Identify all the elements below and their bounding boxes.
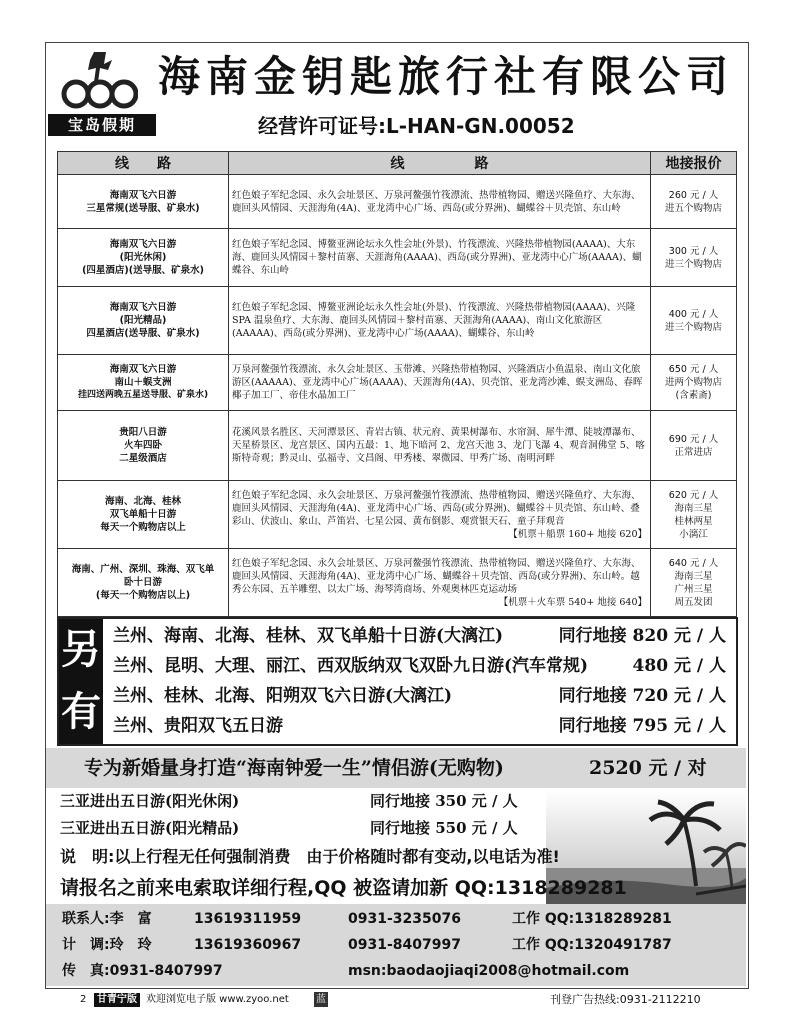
route-name	[58, 175, 229, 229]
table-row	[58, 481, 737, 549]
price-line: 进三个购物店	[664, 258, 722, 270]
route-name-line: (阳光精品)	[119, 315, 167, 326]
route-detail-text: 红色娘子军纪念园、永久会址景区、万泉河鳌强竹筏漂流、热带植物园、赠送兴隆鱼疗、大东海、鹿回头风情园、天涯海角(4A)、亚龙湾中心广场、蝴蝶谷＋贝壳馆、西岛(或分界洲)、东山岭。越秀公东园、五羊雕塑、以太广场、海琴湾商场、外观奥林匹克运动场	[232, 557, 641, 595]
table-row	[58, 549, 737, 617]
license-value: L-HAN-GN.00052	[386, 114, 575, 138]
contact-person: 计 调:玲 玲	[62, 937, 152, 953]
contact-tel: 0931-3235076	[348, 911, 461, 927]
contact-mobile: 13619311959	[194, 911, 302, 927]
price-line: 进三个购物店	[664, 321, 722, 333]
extra-route: 兰州、桂林、北海、阳朔双飞六日游(大漓江)	[113, 686, 453, 706]
price-line: 进五个购物店	[664, 202, 722, 214]
route-name	[58, 411, 229, 481]
route-name	[58, 355, 229, 411]
route-name-line: 每天一个购物店以上	[100, 522, 186, 533]
extra-label	[59, 619, 103, 744]
extra-routes-box	[57, 617, 738, 746]
honeymoon-banner	[46, 748, 746, 788]
table-row	[58, 355, 737, 411]
note-label: 说 明:	[60, 847, 115, 866]
extra-price: 同行地接 720 元 / 人	[558, 686, 726, 706]
cta-text: 请报名之前来电索取详细行程,QQ 被盗请加新 QQ:1318289281	[60, 877, 627, 899]
table-header	[58, 152, 737, 175]
route-price	[651, 229, 737, 287]
route-name-line: 海南双飞六日游	[109, 239, 177, 250]
price-line: 正常进店	[674, 446, 713, 458]
route-price	[651, 549, 737, 617]
route-name-line: 双飞单船十日游	[109, 509, 177, 520]
route-name	[58, 287, 229, 355]
price-line: 海南三星	[674, 502, 713, 514]
route-detail: 红色娘子军纪念园、永久会址景区、万泉河鳌强竹筏漂流、热带植物园、赠送兴隆鱼疗、大东海、鹿回头风情园、天涯海角(4A)、亚龙湾中心广场、西岛(或分界洲)、蝴蝶谷＋贝壳馆、东山岭	[229, 175, 651, 229]
extra-price: 480 元 / 人	[632, 656, 726, 676]
company-name: 海南金钥匙旅行社有限公司	[158, 52, 735, 101]
route-name	[58, 481, 229, 549]
contact-msn: msn:baodaojiaqi2008@hotmail.com	[348, 963, 630, 979]
page-number: 2	[80, 994, 87, 1005]
route-detail: 红色娘子军纪念园、博鳌亚洲论坛永久性会址(外景)、竹筏漂流、兴隆热带植物园(AAAA)、大东海、鹿回头风情园＋黎村苗寨、天涯海角(AAAA)、西岛(或分界洲)、亚龙湾中心广场(AAAA)、蝴蝶谷、东山岭	[229, 229, 651, 287]
extra-label-char: 另	[61, 627, 101, 673]
license-number	[258, 112, 575, 140]
route-name-line: 挂四送两晚五星送导服、矿泉水)	[77, 390, 209, 400]
route-price	[651, 175, 737, 229]
price-line: 周五发团	[674, 596, 713, 608]
route-name-line: 海南、广州、深圳、珠海、双飞单	[71, 564, 215, 575]
route-name-line: 火车四卧	[123, 440, 162, 451]
price-line: 400 元 / 人	[668, 308, 719, 320]
table-row	[58, 411, 737, 481]
price-line: (含素斋)	[675, 390, 712, 401]
contact-mobile: 13619360967	[194, 937, 302, 953]
header-route-name: 线 路	[58, 152, 229, 175]
license-label: 经营许可证号:	[258, 114, 386, 138]
price-line: 海南三星	[674, 570, 713, 582]
ad-hotline: 刊登广告热线:0931-2112210	[550, 993, 701, 1006]
contact-qq: 工作 QQ:1318289281	[512, 911, 672, 927]
route-name-line: 三星常规(送导服、矿泉水)	[86, 202, 200, 214]
extra-label-char: 有	[61, 689, 101, 735]
sanya-route: 三亚进出五日游(阳光精品)	[60, 819, 240, 837]
route-name-line: (每天一个购物店以上)	[95, 590, 191, 601]
page-footer	[80, 989, 750, 1011]
route-name-line: 海南、北海、桂林	[104, 496, 181, 507]
route-price	[651, 411, 737, 481]
route-name-line: 贵阳八日游	[119, 427, 167, 438]
route-detail: 花溪风景名胜区、天河潭景区、青岩古镇、状元府、黄果树瀑布、水帘洞、犀牛潭、陡坡潭瀑布、天星桥景区、龙宫景区、国内五最：1、地下暗河 2、龙宫天池 3、龙门飞瀑 4、观音洞佛堂 5、喀斯特奇观；黔灵山、弘福寺、文昌阁、甲秀楼、翠微园、甲秀广场、南明河畔	[229, 411, 651, 481]
route-detail: 红色娘子军纪念园、博鳌亚洲论坛永久性会址(外景)、竹筏漂流、兴隆热带植物园(AAAA)、兴隆 SPA 温泉鱼疗、大东海、鹿回头风情园＋黎村苗寨、天涯海角(AAAA)、南山文化旅游区(AAAAA)、西岛(或分界洲)、亚龙湾中心广场(AAAA)、蝴蝶谷、东山岭	[229, 287, 651, 355]
extra-price: 同行地接 795 元 / 人	[558, 716, 726, 736]
route-name	[58, 549, 229, 617]
price-line: 620 元 / 人	[668, 489, 719, 501]
route-name-line: 卧十日游	[123, 577, 162, 588]
price-line: 650 元 / 人	[668, 364, 719, 375]
route-name-line: 二星级酒店	[119, 453, 167, 464]
table-row	[58, 175, 737, 229]
route-detail: 万泉河鳌强竹筏漂流、永久会址景区、玉带滩、兴隆热带植物园、兴隆酒店小鱼温泉、南山文化旅游区(AAAAA)、亚龙湾中心广场(AAAA)、天涯海角(4A)、贝壳馆、亚龙湾沙滩、蜈支洲岛、春晖椰子加工厂、帝佳水晶加工厂	[229, 355, 651, 411]
route-note: 【机票＋火车票 540+ 地接 640】	[498, 596, 647, 608]
route-price	[651, 481, 737, 549]
route-table	[57, 151, 737, 617]
route-detail	[229, 549, 651, 617]
price-line: 广州三星	[674, 583, 713, 595]
table-row	[58, 229, 737, 287]
route-price	[651, 287, 737, 355]
extra-route: 兰州、昆明、大理、丽江、西双版纳双飞双卧九日游(汽车常规)	[113, 656, 589, 676]
contact-person: 联系人:李 富	[62, 911, 152, 927]
price-line: 进两个购物店	[664, 377, 722, 388]
extra-route: 兰州、海南、北海、桂林、双飞单船十日游(大漓江)	[113, 626, 504, 646]
note	[60, 845, 560, 869]
banner-price: 2520 元 / 对	[589, 757, 707, 779]
route-detail	[229, 481, 651, 549]
price-line: 260 元 / 人	[668, 189, 719, 201]
contact-panel	[46, 904, 746, 986]
edition-badge: 甘青宁版	[94, 993, 140, 1007]
table-row	[58, 287, 737, 355]
price-line: 300 元 / 人	[668, 245, 719, 257]
contact-tel: 0931-8407997	[348, 937, 461, 953]
route-name-line: 海南双飞六日游	[109, 364, 177, 375]
sanya-price: 同行地接 550 元 / 人	[370, 819, 518, 837]
route-note: 【机票＋船票 160+ 地接 620】	[508, 528, 647, 540]
contact-fax: 传 真:0931-8407997	[62, 963, 223, 979]
brand-tag: 宝岛假期	[48, 114, 156, 136]
note-text: 以上行程无任何强制消费 由于价格随时都有变动,以电话为准!	[114, 847, 560, 866]
route-price	[651, 355, 737, 411]
route-name-line: (阳光休闲)	[119, 252, 167, 263]
header-route-detail: 线 路	[229, 152, 651, 175]
company-logo	[60, 46, 138, 114]
sanya-price: 同行地接 350 元 / 人	[370, 792, 518, 810]
extra-route: 兰州、贵阳双飞五日游	[113, 716, 283, 736]
welcome-text: 欢迎浏览电子版 www.zyoo.net	[146, 994, 289, 1005]
contact-qq: 工作 QQ:1320491787	[512, 937, 672, 953]
price-line: 690 元 / 人	[668, 433, 719, 445]
route-name-line: 南山＋蜈支洲	[114, 377, 172, 388]
price-line: 桂林两星	[674, 515, 713, 527]
route-name-line: (四星酒店)(送导服、矿泉水)	[82, 265, 204, 276]
price-line: 小漓江	[679, 528, 708, 540]
color-mark: 蓝	[316, 994, 326, 1005]
route-name	[58, 229, 229, 287]
header-price: 地接报价	[651, 152, 737, 175]
route-name-line: 海南双飞六日游	[109, 302, 177, 313]
price-line: 640 元 / 人	[668, 557, 719, 569]
route-detail-text: 红色娘子军纪念园、永久会址景区、万泉河鳌强竹筏漂流、热带植物园、赠送兴隆鱼疗、大东海、鹿回头风情园、天涯海角(4A)、亚龙湾中心广场、西岛(或分界洲)、蝴蝶谷＋贝壳馆、东山岭、叠彩山、伏波山、象山、芦笛岩、七星公园、黄布倒影、观赏银天石、童子拜观音	[232, 489, 641, 527]
sanya-route: 三亚进出五日游(阳光休闲)	[60, 792, 240, 810]
extra-price: 同行地接 820 元 / 人	[558, 626, 726, 646]
route-name-line: 海南双飞六日游	[109, 189, 177, 201]
banner-text: 专为新婚量身打造“海南钟爱一生”情侣游(无购物)	[84, 757, 504, 779]
route-name-line: 四星酒店(送导服、矿泉水)	[86, 328, 200, 339]
